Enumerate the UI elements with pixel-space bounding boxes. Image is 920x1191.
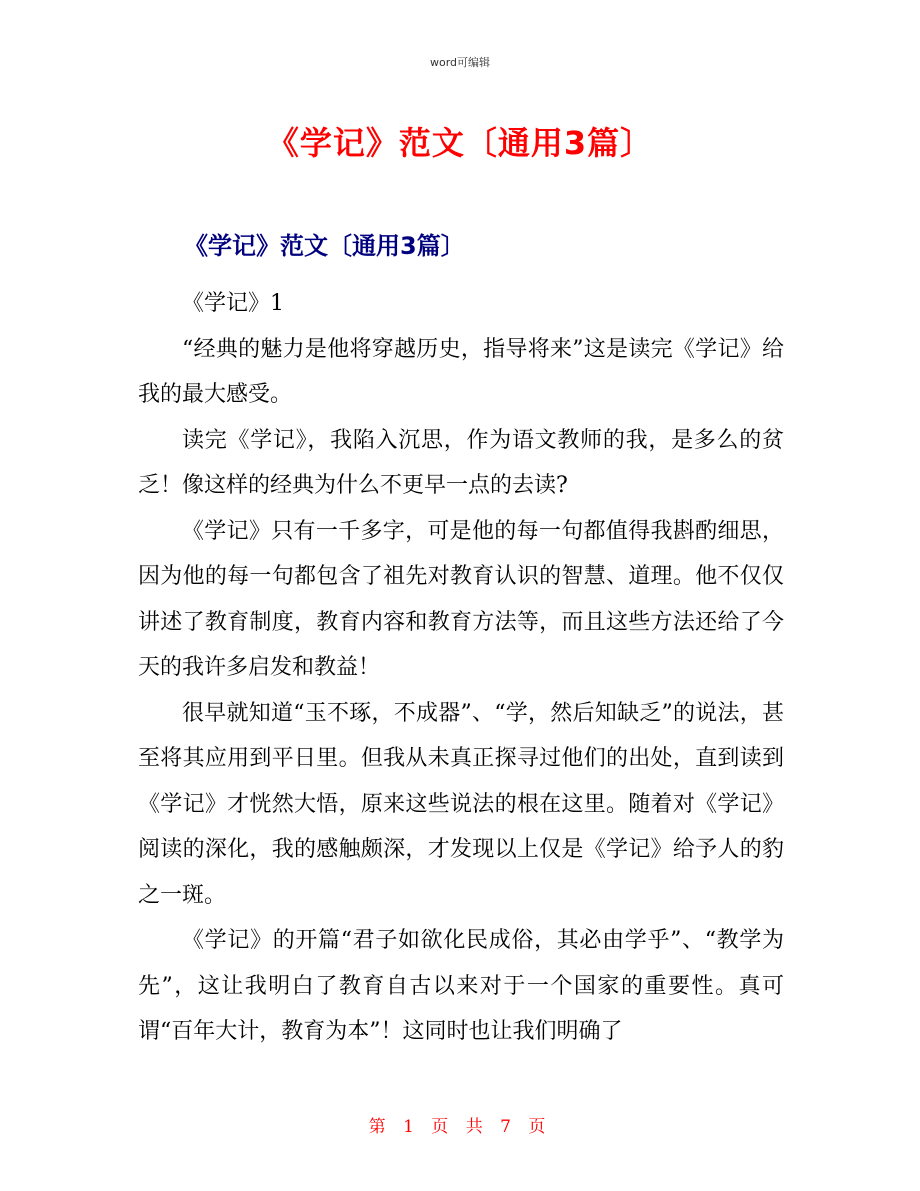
document-title: 《学记》范文〔通用3篇〕 [266,124,654,162]
section-title: 《学记》范文〔通用3篇〕 [184,232,465,260]
paragraph: “经典的魅力是他将穿越历史，指导将来”这是读完《学记》给我的最大感受。 [138,336,784,407]
paragraph-heading: 《学记》1 [182,291,284,316]
paragraph: 《学记》只有一千多字，可是他的每一句都值得我斟酌细思，因为他的每一句都包含了祖先对教育认识的智慧、道理。他不仅仅讲述了教育制度，教育内容和教育方法等，而且这些方法还给了今天的我许多启发和教益！ [138,518,784,680]
paragraph: 很早就知道“玉不琢，不成器”、“学，然后知缺乏”的说法，甚至将其应用到平日里。但我从未真正探寻过他们的出处，直到读到《学记》才恍然大悟，原来这些说法的根在这里。随着对《学记》阅读的深化，我的感触颇深，才发现以上仅是《学记》给予人的豹之一斑。 [138,700,784,908]
paragraph: 《学记》的开篇“君子如欲化民成俗，其必由学乎”、“教学为先”，这让我明白了教育自古以来对于一个国家的重要性。真可谓“百年大计，教育为本”！这同时也让我们明确了 [138,928,784,1044]
paragraph: 读完《学记》，我陷入沉思，作为语文教师的我，是多么的贫乏！像这样的经典为什么不更早一点的去读? [138,427,784,498]
document-body [138,281,784,1055]
page-footer: 第 1 页 共 7 页 [368,1117,552,1137]
header-note: word可编辑 [429,56,491,69]
